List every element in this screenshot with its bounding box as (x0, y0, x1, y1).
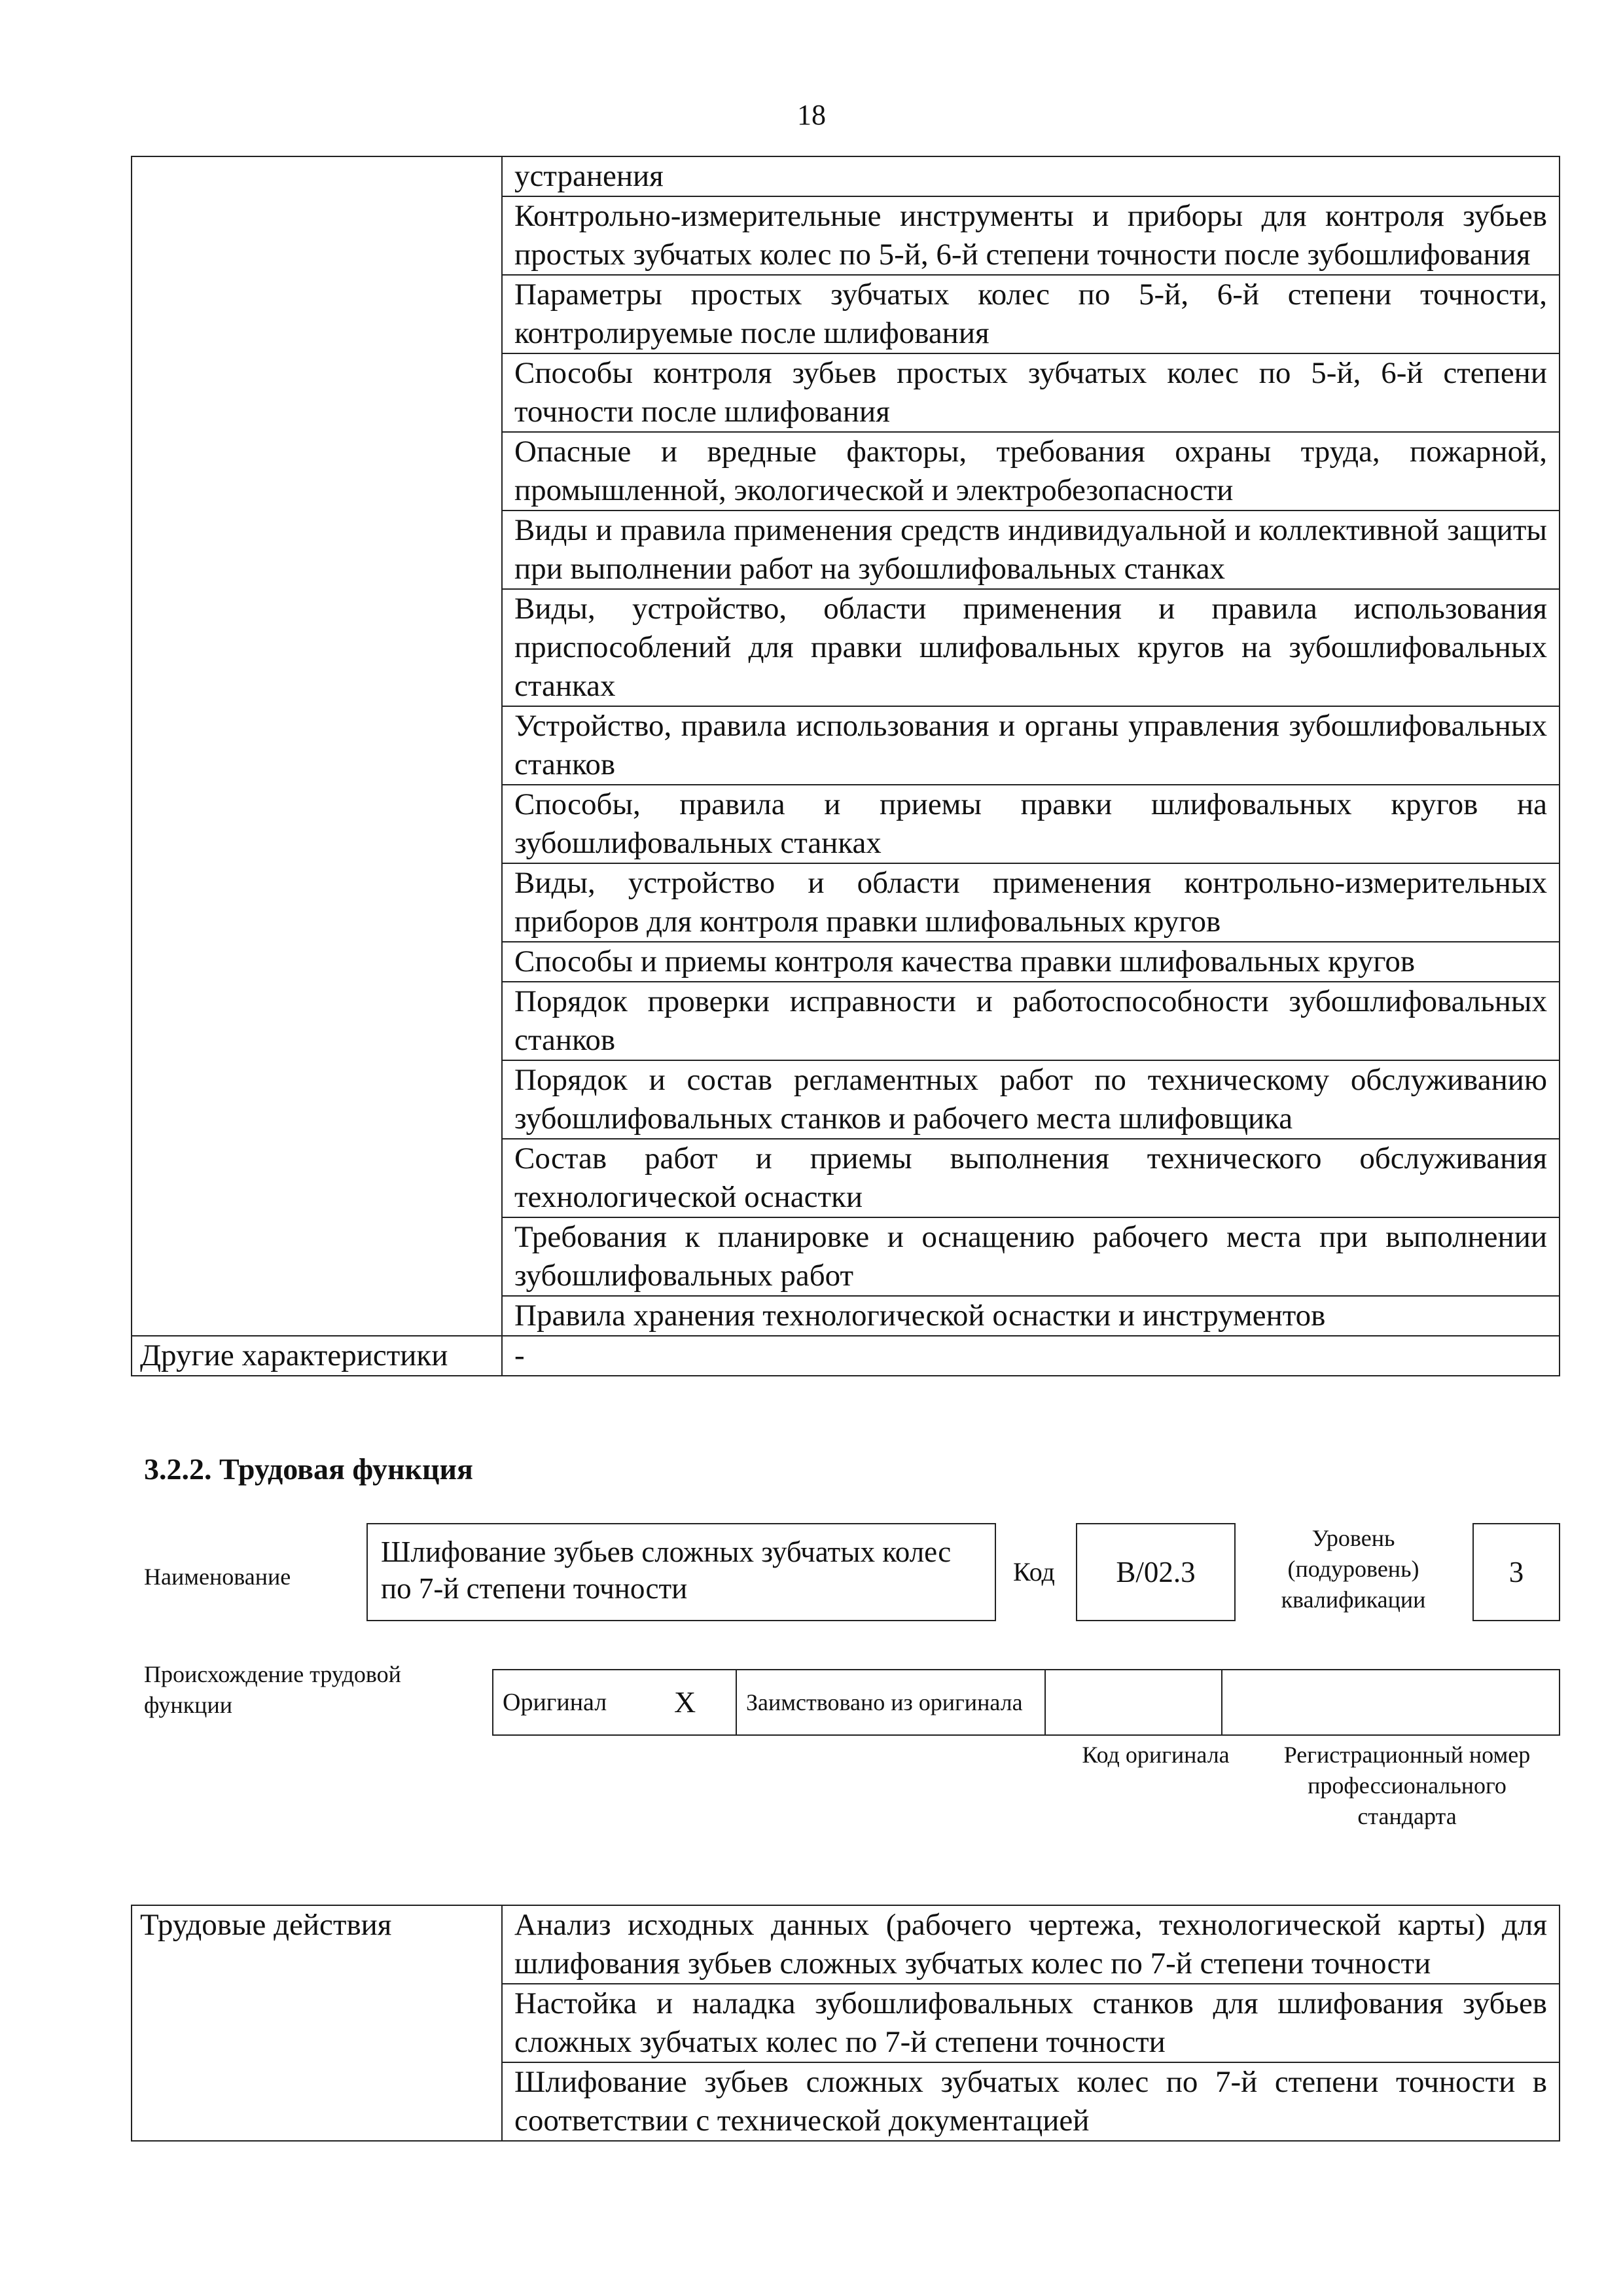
knowledge-label-cell (132, 156, 502, 1336)
code-value-box (1076, 1523, 1236, 1621)
labor-actions-table (131, 1905, 1560, 2142)
knowledge-item: Способы контроля зубьев простых зубчатых колес по 5-й, 6-й степени точности после шлифования (502, 353, 1560, 432)
function-name-box (366, 1523, 996, 1621)
level-label: Уровень (подуровень) квалификации (1281, 1525, 1426, 1613)
knowledge-item: Параметры простых зубчатых колес по 5-й, 6-й степени точности, контролируемые после шлифования (502, 275, 1560, 353)
borrowed-label: Заимствовано из оригинала (736, 1670, 1045, 1735)
labor-action-item: Настойка и наладка зубошлифовальных станков для шлифования зубьев сложных зубчатых колес по 7-й степени точности (502, 1984, 1560, 2062)
registration-number-cell (1222, 1670, 1560, 1735)
function-name-value: Шлифование зубьев сложных зубчатых колес по 7-й степени точности (381, 1535, 952, 1605)
name-label: Наименование (144, 1564, 291, 1590)
table-row (132, 1905, 1560, 1984)
level-value-box (1472, 1523, 1560, 1621)
labor-actions-label: Трудовые действия (132, 1905, 502, 2141)
registration-caption: Регистрационный номер профессионального стандарта (1283, 1742, 1531, 1829)
knowledge-item: Виды и правила применения средств индивидуальной и коллективной защиты при выполнении работ на зубошлифовальных станках (502, 511, 1560, 589)
knowledge-item: Состав работ и приемы выполнения технического обслуживания технологической оснастки (502, 1139, 1560, 1217)
page-number: 18 (797, 99, 826, 131)
table-row (132, 1336, 1560, 1376)
origin-label: Происхождение трудовой функции (144, 1661, 401, 1718)
table-row (493, 1670, 1560, 1735)
level-value: 3 (1508, 1556, 1524, 1588)
other-characteristics-label: Другие характеристики (132, 1336, 502, 1376)
code-caption: Код оригинала (1082, 1742, 1230, 1768)
code-value: B/02.3 (1116, 1556, 1196, 1588)
table-row (132, 156, 1560, 196)
knowledge-item: Порядок и состав регламентных работ по техническому обслуживанию зубошлифовальных станков и рабочего места шлифовщика (502, 1060, 1560, 1139)
knowledge-table (131, 156, 1560, 1376)
knowledge-item: Требования к планировке и оснащению рабочего места при выполнении зубошлифовальных работ (502, 1217, 1560, 1296)
knowledge-item: Опасные и вредные факторы, требования охраны труда, пожарной, промышленной, экологической и электробезопасности (502, 432, 1560, 511)
knowledge-item: Устройство, правила использования и органы управления зубошлифовальных станков (502, 706, 1560, 785)
knowledge-item: Виды, устройство, области применения и правила использования приспособлений для правки шлифовальных кругов на зубошлифовальных станках (502, 589, 1560, 706)
original-mark: X (665, 1670, 736, 1735)
original-code-cell (1045, 1670, 1222, 1735)
knowledge-item: Порядок проверки исправности и работоспособности зубошлифовальных станков (502, 982, 1560, 1060)
knowledge-item: Контрольно-измерительные инструменты и приборы для контроля зубьев простых зубчатых колес по 5-й, 6-й степени точности после зубошлифования (502, 196, 1560, 275)
origin-table (492, 1669, 1560, 1736)
labor-action-item: Анализ исходных данных (рабочего чертежа, технологической карты) для шлифования зубьев сложных зубчатых колес по 7-й степени точности (502, 1905, 1560, 1984)
section-heading: 3.2.2. Трудовая функция (144, 1452, 473, 1486)
knowledge-item: Способы, правила и приемы правки шлифовальных кругов на зубошлифовальных станках (502, 785, 1560, 863)
original-label: Оригинал (493, 1670, 665, 1735)
other-characteristics-value: - (502, 1336, 1560, 1376)
labor-action-item: Шлифование зубьев сложных зубчатых колес по 7-й степени точности в соответствии с технической документацией (502, 2062, 1560, 2141)
knowledge-item: устранения (502, 156, 1560, 196)
knowledge-item: Виды, устройство и области применения контрольно-измерительных приборов для контроля правки шлифовальных кругов (502, 863, 1560, 942)
knowledge-item: Правила хранения технологической оснастки и инструментов (502, 1296, 1560, 1336)
code-label: Код (1013, 1557, 1055, 1587)
knowledge-item: Способы и приемы контроля качества правки шлифовальных кругов (502, 942, 1560, 982)
